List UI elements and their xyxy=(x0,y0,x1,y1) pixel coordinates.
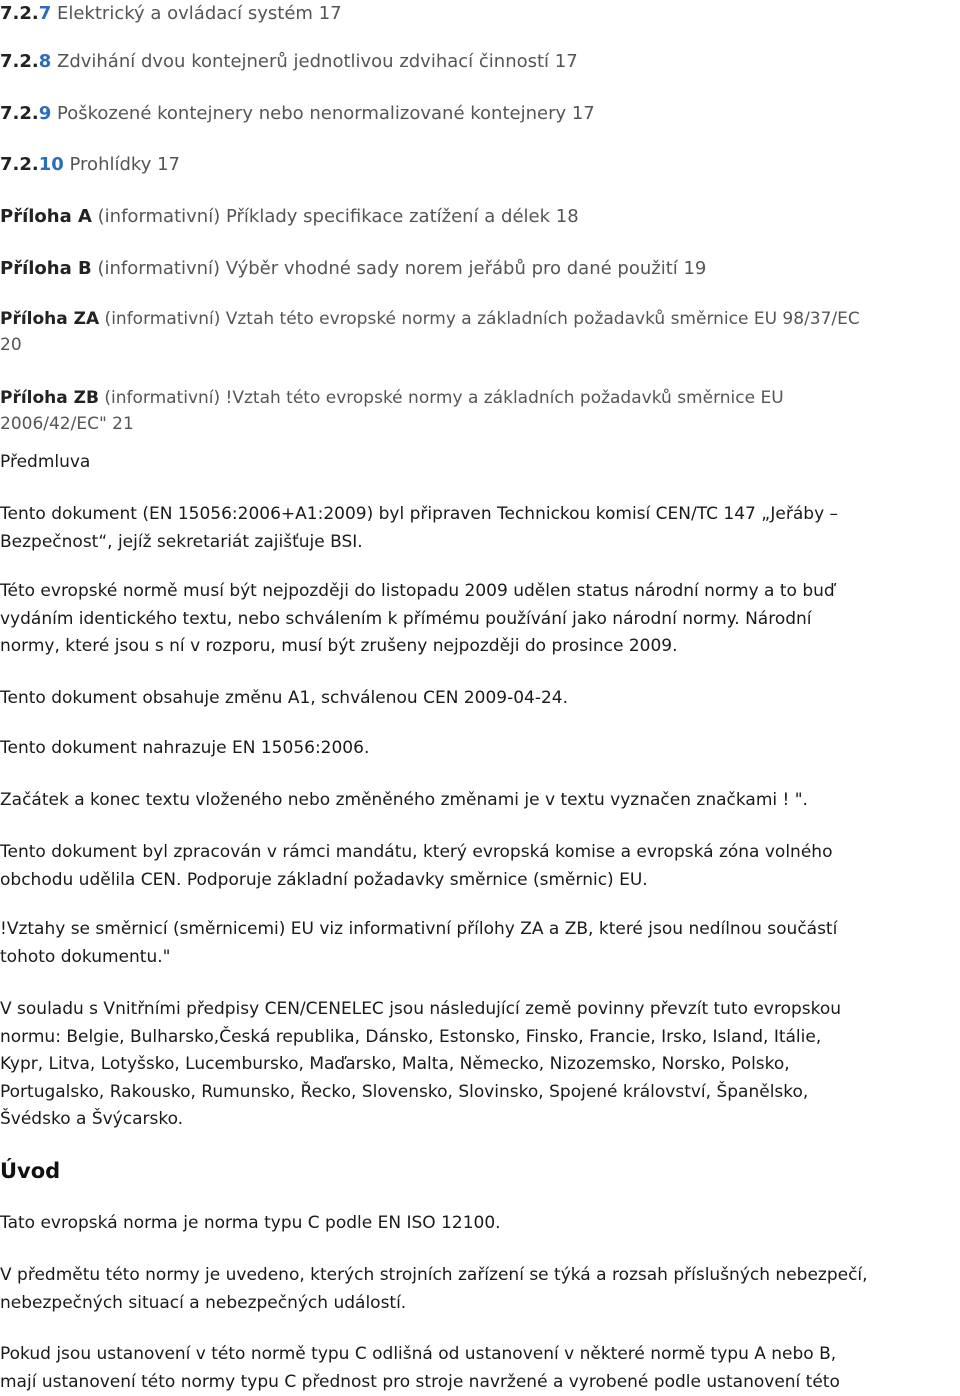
paragraph-line: nebezpečných situací a nebezpečných událostí. xyxy=(0,1292,407,1313)
toc-item-7-2-10[interactable] xyxy=(0,152,180,178)
annex-page-number: 20 xyxy=(0,335,22,355)
introduction-paragraph-2 xyxy=(0,1262,960,1317)
toc-item-7-2-9[interactable] xyxy=(0,101,595,127)
toc-number-suffix: 9 xyxy=(38,103,52,124)
paragraph-line: V souladu s Vnitřními předpisy CEN/CENELEC jsou následující země povinny převzít tuto evropskou xyxy=(0,999,842,1019)
annex-zb-line1 xyxy=(0,385,784,411)
toc-annex-a[interactable] xyxy=(0,204,579,230)
introduction-paragraph-3 xyxy=(0,1341,960,1396)
toc-number-prefix: 7.2. xyxy=(0,51,39,72)
annex-label: Příloha ZB xyxy=(0,388,99,408)
paragraph-line: V předmětu této normy je uvedeno, kterých strojních zařízení se týká a rozsah příslušných nebezpečí, xyxy=(0,1265,868,1285)
toc-number-suffix: 8 xyxy=(38,51,52,72)
toc-annex-b[interactable] xyxy=(0,256,706,282)
foreword-paragraph-5: Začátek a konec textu vloženého nebo změněného změnami je v textu vyznačen značkami ! ". xyxy=(0,790,808,810)
foreword-paragraph-1 xyxy=(0,501,960,556)
introduction-paragraph-1: Tato evropská norma je norma typu C podle EN ISO 12100. xyxy=(0,1213,501,1233)
toc-number-prefix: 7.2. xyxy=(0,103,39,124)
paragraph-line: !Vztahy se směrnicí (směrnicemi) EU viz informativní přílohy ZA a ZB, které jsou nedílnou součástí xyxy=(0,919,838,939)
paragraph-line: Portugalsko, Rakousko, Rumunsko, Řecko, Slovensko, Slovinsko, Spojené království, Španělsko, xyxy=(0,1081,809,1102)
annex-label: Příloha B xyxy=(0,258,92,279)
paragraph-line: Této evropské normě musí být nejpozději do listopadu 2009 udělen status národní normy a to buď xyxy=(0,581,835,601)
paragraph-line: normy, které jsou s ní v rozporu, musí být zrušeny nejpozději do prosince 2009. xyxy=(0,636,678,656)
introduction-heading: Úvod xyxy=(0,1159,61,1183)
toc-number-suffix: 10 xyxy=(38,154,64,175)
annex-za-line1 xyxy=(0,306,860,332)
paragraph-line: obchodu udělila CEN. Podporuje základní požadavky směrnice (směrnic) EU. xyxy=(0,869,648,890)
annex-label: Příloha A xyxy=(0,206,92,227)
foreword-paragraph-8 xyxy=(0,996,960,1134)
paragraph-line: Tento dokument byl zpracován v rámci mandátu, který evropská komise a evropská zóna volného xyxy=(0,842,833,862)
paragraph-line: Švédsko a Švýcarsko. xyxy=(0,1109,184,1129)
annex-label: Příloha ZA xyxy=(0,309,100,329)
toc-annex-za[interactable] xyxy=(0,306,860,358)
toc-item-text: Zdvihání dvou kontejnerů jednotlivou zdvihací činností 17 xyxy=(51,51,578,72)
toc-item-7-2-7[interactable] xyxy=(0,1,342,27)
paragraph-line: mají ustanovení této normy typu C přednost pro stroje navržené a vyrobené podle ustanovení této xyxy=(0,1371,840,1392)
toc-annex-zb[interactable] xyxy=(0,385,784,437)
paragraph-line: vydáním identického textu, nebo schválením k přímému používání jako národní normy. Národní xyxy=(0,608,812,629)
paragraph-line: tohoto dokumentu." xyxy=(0,946,171,967)
foreword-paragraph-4: Tento dokument nahrazuje EN 15056:2006. xyxy=(0,738,370,758)
foreword-title: Předmluva xyxy=(0,452,91,472)
paragraph-line: Kypr, Litva, Lotyšsko, Lucembursko, Maďarsko, Malta, Německo, Nizozemsko, Norsko, Polsko, xyxy=(0,1054,790,1074)
paragraph-line: normu: Belgie, Bulharsko,Česká republika, Dánsko, Estonsko, Finsko, Francie, Irsko, Island, Itálie, xyxy=(0,1026,822,1047)
toc-item-text: Elektrický a ovládací systém 17 xyxy=(51,3,342,24)
annex-directive-page: 2006/42/EC" 21 xyxy=(0,414,134,434)
annex-text: (informativní) Vztah této evropské normy a základních požadavků směrnice EU 98/37/EC xyxy=(99,309,860,329)
paragraph-line: Bezpečnost“, jejíž sekretariát zajišťuje BSI. xyxy=(0,531,363,552)
toc-item-7-2-8[interactable] xyxy=(0,49,578,75)
paragraph-line: Pokud jsou ustanovení v této normě typu C odlišná od ustanovení v některé normě typu A nebo B, xyxy=(0,1344,837,1364)
toc-item-text: Poškozené kontejnery nebo nenormalizované kontejnery 17 xyxy=(51,103,595,124)
annex-text: (informativní) Příklady specifikace zatížení a délek 18 xyxy=(91,206,579,227)
toc-number-suffix: 7 xyxy=(38,3,52,24)
toc-number-prefix: 7.2. xyxy=(0,154,39,175)
foreword-paragraph-7 xyxy=(0,916,960,971)
annex-text: (informativní) Výběr vhodné sady norem jeřábů pro dané použití 19 xyxy=(91,258,707,279)
toc-number-prefix: 7.2. xyxy=(0,3,39,24)
annex-text: (informativní) !Vztah této evropské normy a základních požadavků směrnice EU xyxy=(98,388,784,408)
foreword-paragraph-2 xyxy=(0,578,960,661)
toc-item-text: Prohlídky 17 xyxy=(63,154,180,175)
paragraph-line: Tento dokument (EN 15056:2006+A1:2009) byl připraven Technickou komisí CEN/TC 147 „Jeřáby – xyxy=(0,504,839,524)
foreword-paragraph-3: Tento dokument obsahuje změnu A1, schválenou CEN 2009-04-24. xyxy=(0,688,569,708)
foreword-paragraph-6 xyxy=(0,839,960,894)
